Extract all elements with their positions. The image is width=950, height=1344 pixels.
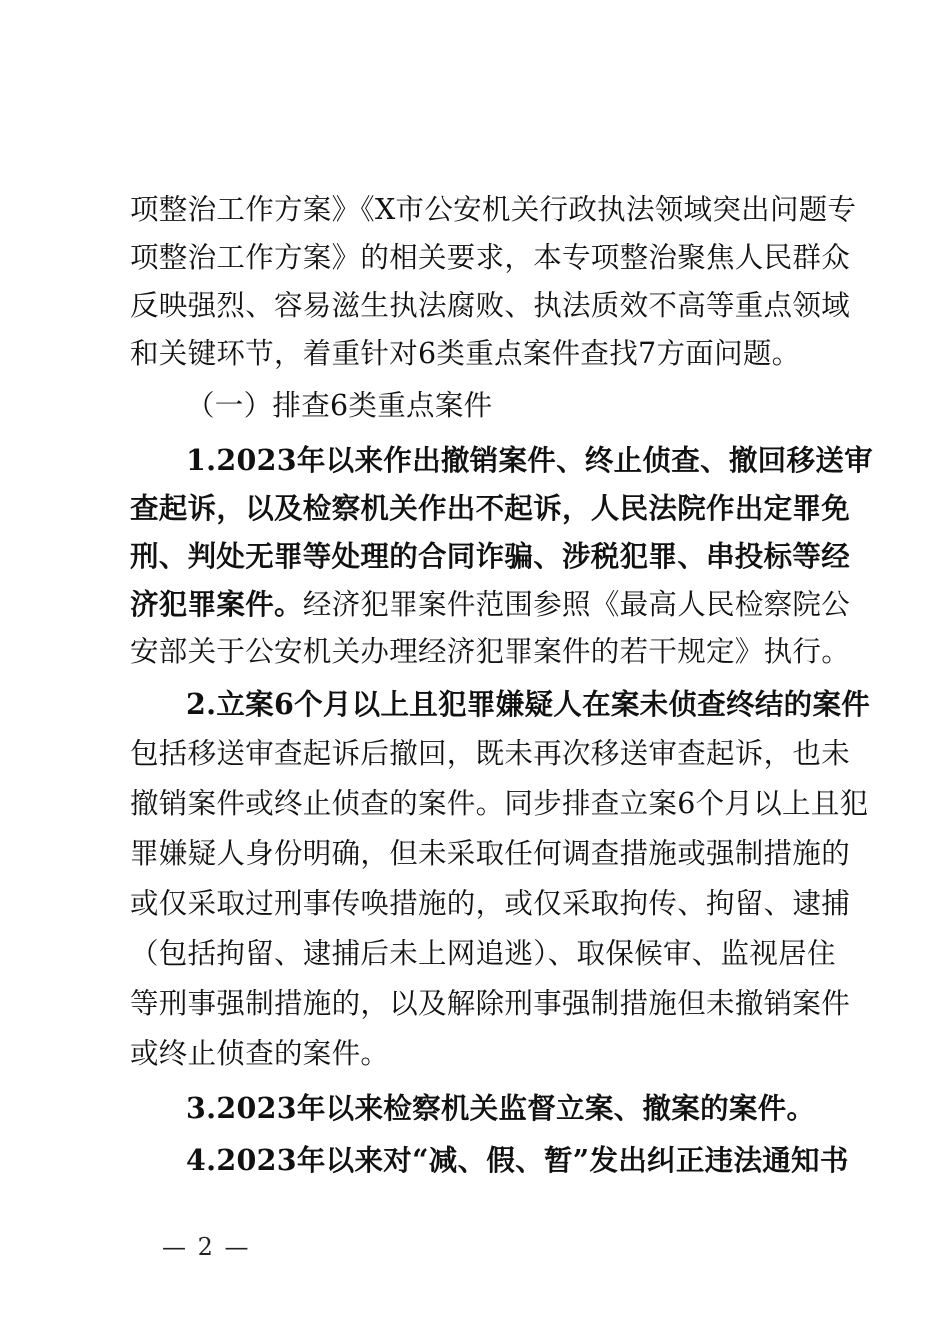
item1-bold-tail: 济犯罪案件。 bbox=[130, 587, 303, 621]
section-heading: （一）排查6类重点案件 bbox=[186, 389, 493, 422]
item2-heading: 2.立案6个月以上且犯罪嫌疑人在案未侦查终结的案件 bbox=[186, 687, 871, 721]
item1-line-5: 安部关于公安机关办理经济犯罪案件的若干规定》执行。 bbox=[130, 635, 851, 668]
item2-line-5: （包括拘留、逮捕后未上网追逃）、取保候审、监视居住 bbox=[130, 937, 836, 970]
item1-line-4 bbox=[130, 580, 850, 628]
intro-line-3: 反映强烈、容易滋生执法腐败、执法质效不高等重点领域 bbox=[130, 289, 851, 322]
intro-line-2: 项整治工作方案》的相关要求，本专项整治聚焦人民群众 bbox=[130, 241, 851, 274]
item2-line-4: 或仅采取过刑事传唤措施的，或仅采取拘传、拘留、逮捕 bbox=[130, 887, 851, 920]
item1-line-3: 刑、判处无罪等处理的合同诈骗、涉税犯罪、串投标等经 bbox=[130, 539, 851, 573]
item2-line-3: 罪嫌疑人身份明确，但未采取任何调查措施或强制措施的 bbox=[130, 837, 851, 870]
item4-line: 4.2023年以来对“减、假、暂”发出纠正违法通知书 bbox=[186, 1143, 849, 1177]
item3-line: 3.2023年以来检察机关监督立案、撤案的案件。 bbox=[186, 1091, 816, 1125]
intro-line-1: 项整治工作方案》《X市公安机关行政执法领域突出问题专 bbox=[130, 193, 857, 226]
item1-normal-tail: 经济犯罪案件范围参照《最高人民检察院公 bbox=[302, 588, 851, 621]
intro-line-4: 和关键环节，着重针对6类重点案件查找7方面问题。 bbox=[130, 337, 801, 370]
item2-line-1: 包括移送审查起诉后撤回，既未再次移送审查起诉，也未 bbox=[130, 737, 851, 770]
item1-line-2: 查起诉，以及检察机关作出不起诉，人民法院作出定罪免 bbox=[130, 491, 851, 525]
item2-line-2: 撤销案件或终止侦查的案件。同步排查立案6个月以上且犯 bbox=[130, 787, 869, 820]
item2-line-6: 等刑事强制措施的，以及解除刑事强制措施但未撤销案件 bbox=[130, 987, 851, 1020]
page-number: — 2 — bbox=[162, 1233, 251, 1261]
item2-line-7: 或终止侦查的案件。 bbox=[130, 1037, 390, 1070]
item1-line-1: 1.2023年以来作出撤销案件、终止侦查、撤回移送审 bbox=[186, 443, 873, 477]
